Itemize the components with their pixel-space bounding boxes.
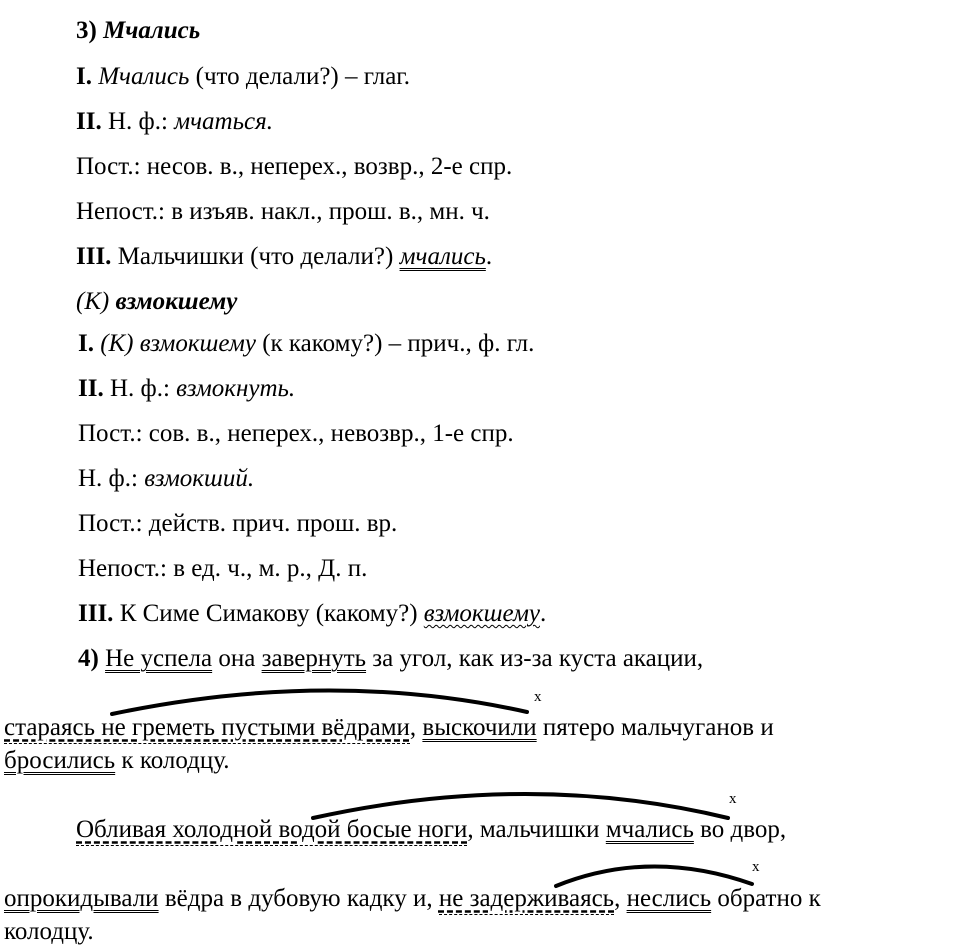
period: .: [485, 243, 493, 270]
attribute-word: взмокшему: [423, 600, 540, 627]
sentence-text: ,: [409, 714, 423, 741]
analysis-line: Непост.: в изъяв. накл., прош. в., мн. ч.: [76, 198, 490, 225]
heading-number: 3): [76, 17, 97, 44]
analysis-text: Н. ф.:: [101, 108, 175, 135]
analysis-line: [76, 107, 273, 137]
sentence-line: колодцу.: [4, 918, 94, 945]
analysis-line: [76, 62, 410, 92]
analysis-line: [76, 242, 492, 272]
analysis-text: Мальчишки (что делали?): [111, 243, 400, 270]
section-k-heading: [76, 287, 237, 317]
analysis-text: К Симе Симакову (какому?): [113, 600, 424, 627]
analysis-line: [78, 374, 295, 404]
sentence-line: [76, 815, 786, 845]
cross-mark: x: [729, 791, 737, 807]
participial-phrase: стараясь не греметь пустыми вёдрами: [4, 714, 410, 744]
analyzed-word: взмокнуть.: [176, 375, 296, 402]
analysis-line: Непост.: в ед. ч., м. р., Д. п.: [78, 555, 368, 582]
sentence-text: во двор,: [693, 816, 787, 843]
roman-numeral: II.: [78, 375, 104, 402]
analysis-line: [78, 464, 254, 494]
analysis-line: [78, 599, 546, 629]
sentence-text: ,: [614, 885, 627, 912]
prefix-k: (К): [76, 288, 110, 315]
analysis-line: Пост.: сов. в., неперех., невозвр., 1-е спр.: [78, 420, 514, 447]
cross-mark: x: [752, 859, 760, 875]
predicate-word: мчались: [399, 243, 486, 270]
predicate-word: опрокидывали: [4, 885, 159, 912]
predicate-word: завернуть: [261, 645, 367, 672]
sentence-text: , мальчишки: [467, 816, 606, 843]
phrase-arc: [112, 690, 527, 714]
sentence-line: [78, 644, 703, 674]
analysis-text: (к какому?) – прич., ф. гл.: [255, 330, 535, 357]
analyzed-word: взмокший.: [144, 465, 255, 492]
predicate-word: мчались: [605, 816, 694, 843]
sentence-line: [4, 746, 229, 776]
roman-numeral: III.: [76, 243, 112, 270]
analyzed-word: мчаться.: [174, 108, 273, 135]
analysis-line: Пост.: несов. в., неперех., возвр., 2-е спр.: [76, 153, 513, 180]
cross-mark: x: [534, 689, 542, 705]
sentence-text: за угол, как из-за куста акации,: [366, 645, 704, 672]
sentence-text: к колодцу.: [115, 747, 230, 774]
analysis-text: Н. ф.:: [78, 465, 145, 492]
task-number: 4): [78, 645, 99, 672]
analysis-text: Н. ф.:: [103, 375, 177, 402]
sentence-text: она: [212, 645, 262, 672]
sentence-text: пятеро мальчуганов и: [536, 714, 774, 741]
roman-numeral: I.: [78, 330, 94, 357]
roman-numeral: I.: [76, 63, 92, 90]
predicate-word: бросились: [4, 747, 116, 774]
predicate-word: неслись: [626, 885, 712, 912]
analysis-line: Пост.: действ. прич. прош. вр.: [78, 510, 398, 537]
predicate-word: Не успела: [105, 645, 213, 672]
analyzed-word: Мчались: [98, 63, 190, 90]
sentence-line: [4, 713, 774, 743]
heading-word: взмокшему: [109, 288, 238, 315]
sentence-text: обратно к: [711, 885, 821, 912]
participial-phrase: не задерживаясь: [439, 885, 614, 915]
analysis-text: (что делали?) – глаг.: [189, 63, 410, 90]
section-3-heading: [76, 16, 200, 46]
sentence-text: вёдра в дубовую кадку и,: [158, 885, 439, 912]
roman-numeral: II.: [76, 108, 102, 135]
roman-numeral: III.: [78, 600, 114, 627]
sentence-line: [4, 884, 821, 914]
heading-word: Мчались: [103, 17, 201, 44]
analyzed-word: (К) взмокшему: [93, 330, 256, 357]
analysis-line: [78, 329, 534, 359]
predicate-word: выскочили: [422, 714, 537, 741]
participial-phrase: Обливая холодной водой босые ноги: [76, 816, 467, 846]
period: .: [540, 600, 547, 627]
